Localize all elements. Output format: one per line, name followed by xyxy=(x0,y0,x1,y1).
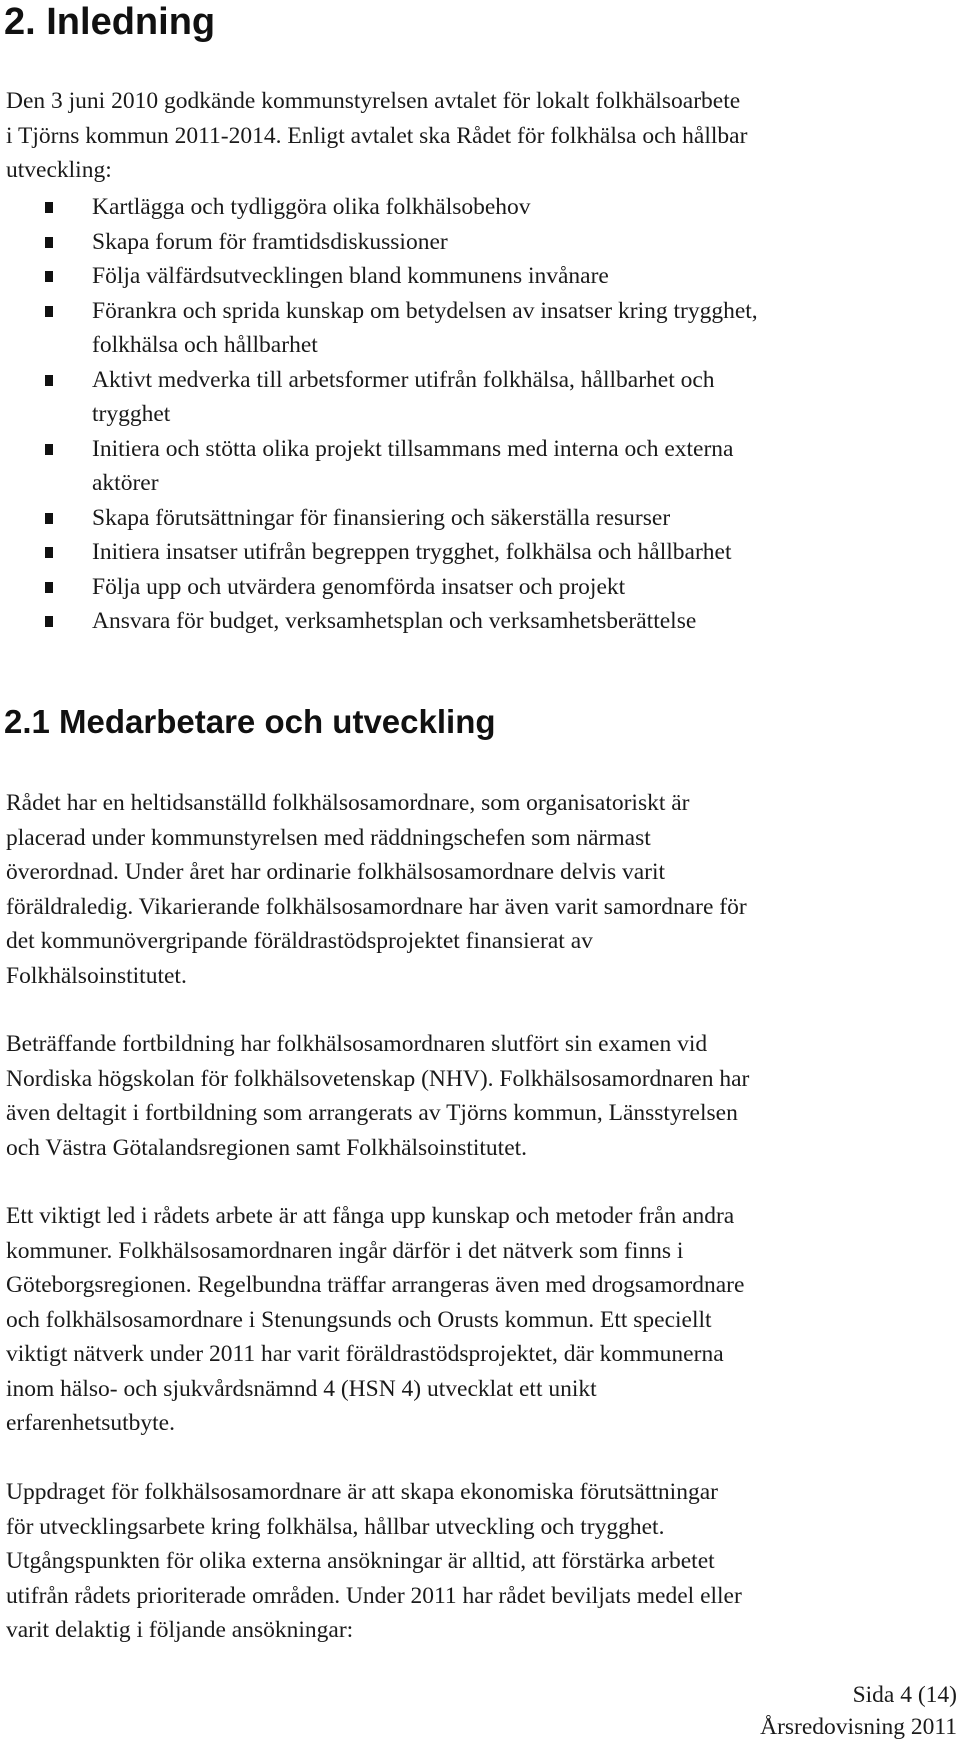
list-item-text: Initiera och stötta olika projekt tillsammans med interna och externa aktörer xyxy=(92,435,734,496)
square-bullet-icon xyxy=(45,582,53,593)
square-bullet-icon xyxy=(45,513,53,524)
list-item-text: Förankra och sprida kunskap om betydelsen av insatser kring trygghet, folkhälsa och hållbarhet xyxy=(92,297,758,358)
subsection-heading: 2.1 Medarbetare och utveckling xyxy=(4,703,496,740)
list-item xyxy=(0,190,952,225)
list-item-text: Initiera insatser utifrån begreppen trygghet, folkhälsa och hållbarhet xyxy=(92,539,732,565)
list-item-text: Följa välfärdsutvecklingen bland kommunens invånare xyxy=(92,263,609,289)
list-item-text: Skapa forum för framtidsdiskussioner xyxy=(92,228,448,255)
body-paragraph: Uppdraget för folkhälsosamordnare är att skapa ekonomiska förutsättningar för utvecklingsarbete kring folkhälsa, hållbar utveckling och trygghet. Utgångspunkten för olika externa ansökningar är alltid, att förstärka arbetet utifrån rådets prioriterade områden. Under 2011 har rådet beviljats medel eller varit delaktig i följande ansökningar: xyxy=(6,1479,742,1643)
list-item-text: Följa upp och utvärdera genomförda insatser och projekt xyxy=(92,573,626,600)
responsibilities-list xyxy=(0,190,960,639)
list-item xyxy=(0,570,952,605)
section-heading: 2. Inledning xyxy=(4,1,216,43)
body-paragraph: Rådet har en heltidsanställd folkhälsosamordnare, som organisatoriskt är placerad under kommunstyrelsen med räddningschefen som närmast överordnad. Under året har ordinarie folkhälsosamordnare delvis varit föräldraledig. Vikarierande folkhälsosamordnare har även varit samordnare för det kommunövergripande föräldrastödsprojektet finansierat av Folkhälsoinstitutet. xyxy=(6,790,747,989)
list-item xyxy=(0,225,952,260)
square-bullet-icon xyxy=(45,237,53,248)
list-item xyxy=(0,259,952,294)
list-item xyxy=(0,501,952,536)
list-item-text: Aktivt medverka till arbetsformer utifrån folkhälsa, hållbarhet och trygghet xyxy=(92,366,715,427)
footer-report-title: Årsredovisning 2011 xyxy=(760,1714,957,1740)
square-bullet-icon xyxy=(45,271,53,282)
list-item xyxy=(0,432,952,501)
square-bullet-icon xyxy=(45,202,53,213)
list-item-text: Skapa förutsättningar för finansiering och säkerställa resurser xyxy=(92,504,671,531)
square-bullet-icon xyxy=(45,444,53,455)
body-paragraph: Ett viktigt led i rådets arbete är att fånga upp kunskap och metoder från andra kommuner. Folkhälsosamordnaren ingår därför i det nätverk som finns i Göteborgsregionen. Regelbundna träffar arrangeras även med drogsamordnare och folkhälsosamordnare i Stenungsunds och Orusts kommun. Ett speciellt viktigt nätverk under 2011 har varit föräldrastödsprojektet, där kommunerna inom hälso- och sjukvårdsnämnd 4 (HSN 4) utvecklat ett unikt erfarenhetsutbyte. xyxy=(6,1203,745,1436)
list-item xyxy=(0,363,952,432)
body-paragraph: Beträffande fortbildning har folkhälsosamordnaren slutfört sin examen vid Nordiska högskolan för folkhälsovetenskap (NHV). Folkhälsosamordnaren har även deltagit i fortbildning som arrangerats av Tjörns kommun, Länsstyrelsen och Västra Götalandsregionen samt Folkhälsoinstitutet. xyxy=(6,1031,750,1161)
list-item xyxy=(0,294,952,363)
list-item-text: Ansvara för budget, verksamhetsplan och verksamhetsberättelse xyxy=(92,608,697,634)
intro-paragraph: Den 3 juni 2010 godkände kommunstyrelsen avtalet för lokalt folkhälsoarbete i Tjörns kommun 2011-2014. Enligt avtalet ska Rådet för folkhälsa och hållbar utveckling: xyxy=(6,88,748,183)
square-bullet-icon xyxy=(45,616,53,627)
square-bullet-icon xyxy=(45,375,53,386)
square-bullet-icon xyxy=(45,306,53,317)
list-item xyxy=(0,604,952,639)
page-number: Sida 4 (14) xyxy=(852,1682,957,1708)
square-bullet-icon xyxy=(45,547,53,558)
list-item-text: Kartlägga och tydliggöra olika folkhälsobehov xyxy=(92,194,531,220)
list-item xyxy=(0,535,952,570)
